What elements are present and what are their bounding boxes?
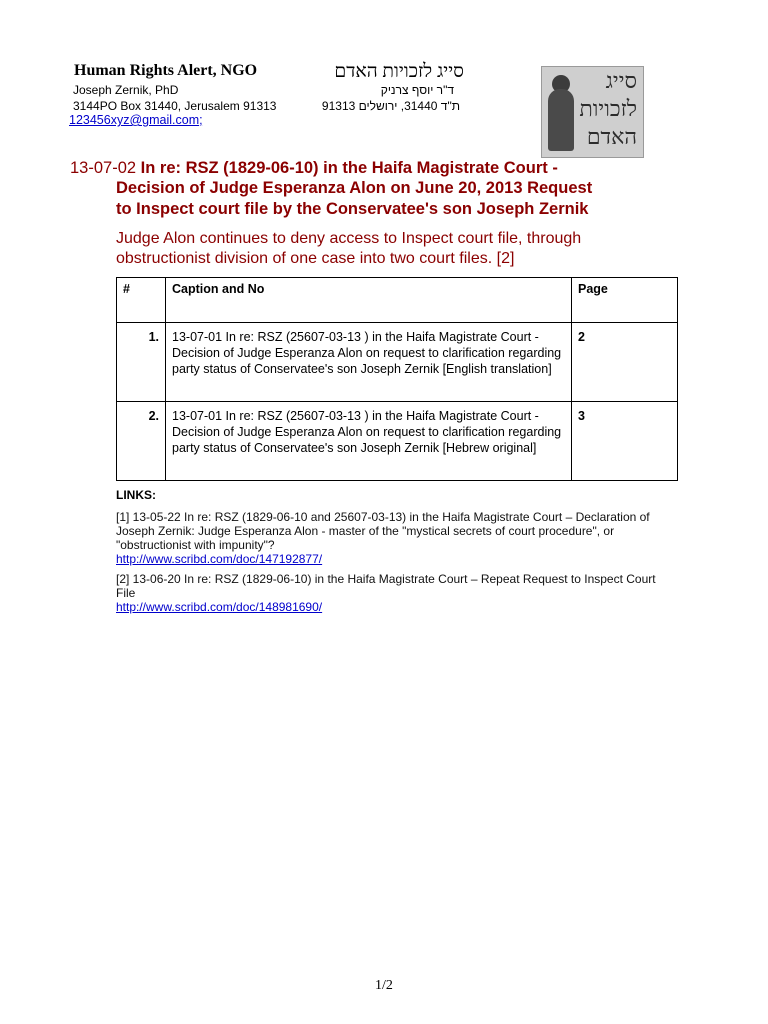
document-title: [70, 158, 670, 178]
postal-address-hebrew: ת"ד 31440, ירושלים 91313: [321, 99, 460, 113]
link-url[interactable]: http://www.scribd.com/doc/147192877/: [116, 552, 323, 566]
org-logo: [541, 66, 644, 158]
column-header-page: Page: [572, 278, 678, 323]
row-caption: 13-07-01 In re: RSZ (25607-03-13 ) in the Haifa Magistrate Court - Decision of Judge Esperanza Alon on request to clarification regarding party status of Conservatee's son Joseph Zernik [Hebrew original]: [166, 402, 572, 481]
link-description: [2] 13-06-20 In re: RSZ (1829-06-10) in the Haifa Magistrate Court – Repeat Request to Inspect Court File: [116, 572, 656, 600]
link-description: [1] 13-05-22 In re: RSZ (1829-06-10 and 25607-03-13) in the Haifa Magistrate Court – Declaration of Joseph Zernik: Judge Esperanza Alon - master of the "mystical secrets of court procedure", or "obstructionist with impunity"?: [116, 510, 650, 552]
row-caption: 13-07-01 In re: RSZ (25607-03-13 ) in the Haifa Magistrate Court - Decision of Judge Esperanza Alon on request to clarification regarding party status of Conservatee's son Joseph Zernik [English translation]: [166, 323, 572, 402]
row-page: 2: [572, 323, 678, 402]
column-header-number: #: [117, 278, 166, 323]
table-header-row: [117, 278, 678, 323]
contents-table: [116, 277, 678, 481]
email-address[interactable]: 123456xyz@gmail.com: [69, 113, 200, 127]
person-name-hebrew: ד"ר יוסף צרניק: [380, 83, 454, 97]
email-link[interactable]: [69, 113, 203, 127]
row-number: 1.: [117, 323, 166, 402]
email-suffix: ;: [199, 113, 203, 127]
subtitle-line-1: Judge Alon continues to deny access to Inspect court file, through: [116, 230, 582, 247]
row-page: 3: [572, 402, 678, 481]
document-subtitle: [116, 229, 676, 269]
person-name: Joseph Zernik, PhD: [73, 83, 179, 97]
table-row: [117, 402, 678, 481]
title-date: 13-07-02: [70, 159, 137, 177]
title-line-2: Decision of Judge Esperanza Alon on June 20, 2013 Request: [116, 179, 593, 197]
link-item-1: [116, 510, 656, 566]
logo-figure-body: [548, 89, 574, 151]
title-line-3: to Inspect court file by the Conservatee's son Joseph Zernik: [116, 200, 589, 218]
link-url[interactable]: http://www.scribd.com/doc/148981690/: [116, 600, 323, 614]
title-line-1: In re: RSZ (1829-06-10) in the Haifa Magistrate Court -: [140, 159, 558, 177]
logo-text-line-3: האדם: [586, 124, 637, 149]
logo-text-line-1: סייג: [605, 68, 637, 93]
page-number: 1/2: [375, 978, 393, 993]
link-item-2: [116, 572, 656, 614]
subtitle-line-2: obstructionist division of one case into two court files. [2]: [116, 250, 515, 267]
postal-address: 3144PO Box 31440, Jerusalem 91313: [73, 99, 277, 113]
org-name-hebrew: סייג לזכויות האדם: [334, 61, 464, 82]
links-heading: LINKS:: [116, 488, 156, 502]
org-name: Human Rights Alert, NGO: [74, 62, 258, 79]
table-row: [117, 323, 678, 402]
row-number: 2.: [117, 402, 166, 481]
column-header-caption: Caption and No: [166, 278, 572, 323]
logo-text-line-2: לזכויות: [579, 96, 637, 121]
